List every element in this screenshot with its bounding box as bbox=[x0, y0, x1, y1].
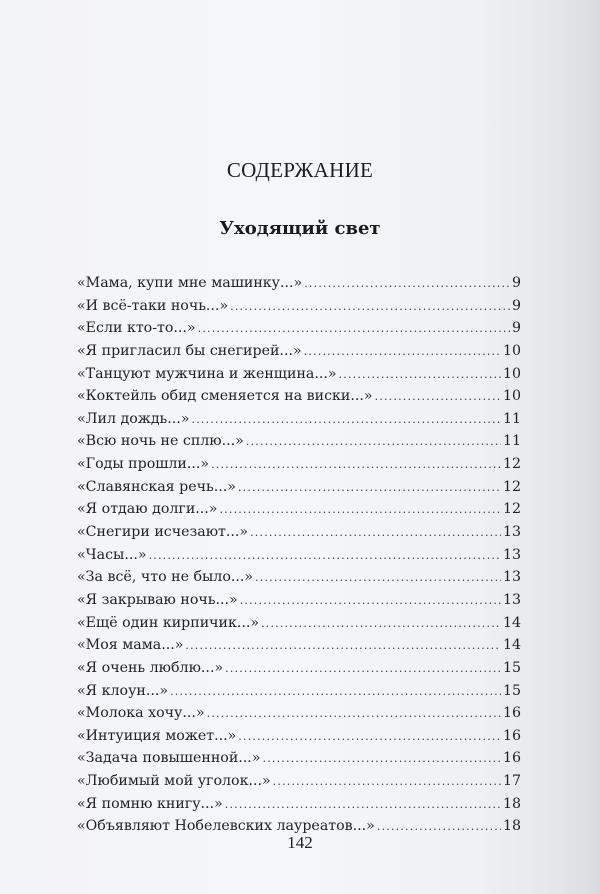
dot-leader bbox=[170, 681, 501, 703]
dot-leader bbox=[261, 613, 501, 635]
toc-entry-page: 13 bbox=[502, 524, 521, 541]
toc-entry-page: 16 bbox=[502, 750, 521, 767]
toc-entry-page: 16 bbox=[502, 705, 521, 722]
toc-entry bbox=[77, 521, 521, 544]
toc-entry-title: «Моя мама...» bbox=[77, 637, 184, 654]
toc-entry-page: 10 bbox=[502, 388, 521, 405]
toc-entry-title: «Молока хочу...» bbox=[77, 705, 205, 722]
toc-entry bbox=[77, 566, 521, 589]
toc-entry bbox=[77, 612, 521, 635]
toc-entry bbox=[77, 702, 521, 725]
toc-entry-page: 10 bbox=[502, 342, 521, 359]
toc-entry-title: «Задача повышенной...» bbox=[77, 750, 261, 767]
toc-entry-title: «Я пригласил бы снегирей...» bbox=[77, 342, 302, 359]
toc-entry-title: «Любимый мой уголок...» bbox=[77, 773, 271, 790]
toc-entry bbox=[77, 634, 521, 657]
dot-leader bbox=[304, 273, 510, 295]
toc-entry-title: «Славянская речь...» bbox=[77, 478, 236, 495]
toc-entry bbox=[77, 680, 521, 703]
toc-entry bbox=[77, 657, 521, 680]
toc-entry-title: «За всё, что не было...» bbox=[77, 569, 254, 586]
dot-leader bbox=[238, 477, 501, 499]
toc-entry-title: «Коктейль обид сменяется на виски...» bbox=[77, 388, 373, 405]
dot-leader bbox=[207, 703, 501, 725]
dot-leader bbox=[211, 454, 501, 476]
dot-leader bbox=[273, 771, 501, 793]
toc-entry bbox=[77, 476, 521, 499]
toc-entry-page: 18 bbox=[502, 795, 521, 812]
toc-entry-page: 12 bbox=[502, 501, 521, 518]
toc-entry bbox=[77, 408, 521, 431]
toc-entry bbox=[77, 272, 521, 295]
dot-leader bbox=[149, 545, 501, 567]
toc-entry bbox=[77, 589, 521, 612]
dot-leader bbox=[225, 658, 501, 680]
toc-entry-page: 13 bbox=[502, 591, 521, 608]
toc-entry-page: 13 bbox=[502, 569, 521, 586]
dot-leader bbox=[255, 567, 501, 589]
toc-entry-title: «Годы прошли...» bbox=[77, 456, 210, 473]
toc-entry-title: «Снегири исчезают...» bbox=[77, 524, 249, 541]
toc-entry-title: «Танцуют мужчина и женщина...» bbox=[77, 365, 337, 382]
toc-entry-title: «Мама, купи мне машинку...» bbox=[77, 275, 303, 291]
dot-leader bbox=[250, 522, 501, 544]
page-title: СОДЕРЖАНИЕ bbox=[226, 158, 374, 182]
toc-entry-page: 12 bbox=[502, 456, 521, 473]
toc-entry bbox=[77, 747, 521, 770]
toc-entry-page: 11 bbox=[502, 410, 521, 427]
dot-leader bbox=[192, 409, 501, 431]
toc-entry bbox=[77, 453, 521, 476]
toc-entry-title: «Я отдаю долги...» bbox=[77, 501, 218, 518]
toc-entry bbox=[77, 770, 521, 793]
toc-entry-page: 15 bbox=[502, 682, 521, 699]
toc-entry-title: «Я помню книгу...» bbox=[77, 795, 223, 812]
page-number: 142 bbox=[287, 833, 313, 852]
toc-entry-title: «Всю ночь не сплю...» bbox=[77, 433, 244, 450]
toc-entry bbox=[77, 793, 521, 816]
toc-entry-page: 10 bbox=[502, 365, 521, 382]
dot-leader bbox=[263, 748, 501, 770]
toc-entry-page: 12 bbox=[502, 478, 521, 495]
toc-entry bbox=[77, 544, 521, 567]
dot-leader bbox=[198, 318, 510, 340]
toc-entry-title: «Объявляют Нобелевских лауреатов...» bbox=[77, 818, 375, 835]
dot-leader bbox=[246, 431, 501, 453]
toc-entry-page: 11 bbox=[502, 433, 521, 450]
dot-leader bbox=[375, 386, 501, 408]
toc-entry-title: «Интуиция может...» bbox=[77, 727, 237, 744]
dot-leader bbox=[339, 364, 501, 386]
dot-leader bbox=[240, 590, 501, 612]
toc-entry bbox=[77, 317, 521, 340]
toc-entry-title: «Я очень люблю...» bbox=[77, 659, 224, 676]
toc-entry bbox=[77, 725, 521, 748]
toc-entry-page: 16 bbox=[502, 727, 521, 744]
toc-entry-title: «Лил дождь...» bbox=[77, 410, 190, 427]
toc-entry-page: 14 bbox=[502, 614, 521, 631]
toc-entry-page: 13 bbox=[502, 546, 521, 563]
toc-entry bbox=[77, 385, 521, 408]
toc-entry bbox=[77, 295, 521, 318]
toc-entry-page: 9 bbox=[511, 320, 521, 337]
toc-entry-title: «Ещё один кирпичик...» bbox=[77, 614, 260, 631]
section-title: Уходящий свет bbox=[219, 218, 381, 239]
toc-entry-title: «И всё-таки ночь...» bbox=[77, 297, 229, 314]
toc-entry-page: 15 bbox=[502, 659, 521, 676]
toc-entry-page: 17 bbox=[502, 773, 521, 790]
toc-entry bbox=[77, 340, 521, 363]
toc-entry-page: 9 bbox=[511, 275, 521, 291]
toc-entry bbox=[77, 430, 521, 453]
toc-entry-page: 18 bbox=[502, 818, 521, 835]
dot-leader bbox=[185, 635, 501, 657]
dot-leader bbox=[230, 296, 510, 318]
toc-entry-page: 14 bbox=[502, 637, 521, 654]
toc-entry-title: «Я клоун...» bbox=[77, 682, 169, 699]
toc-entry-page: 9 bbox=[511, 297, 521, 314]
dot-leader bbox=[304, 341, 501, 363]
dot-leader bbox=[238, 726, 501, 748]
toc-entry-title: «Я закрываю ночь...» bbox=[77, 591, 238, 608]
toc-entry bbox=[77, 363, 521, 386]
dot-leader bbox=[225, 794, 501, 816]
dot-leader bbox=[219, 499, 500, 521]
toc-entry-title: «Часы...» bbox=[77, 546, 147, 563]
toc-entry-title: «Если кто-то...» bbox=[77, 320, 196, 337]
table-of-contents bbox=[77, 272, 521, 838]
toc-entry bbox=[77, 498, 521, 521]
